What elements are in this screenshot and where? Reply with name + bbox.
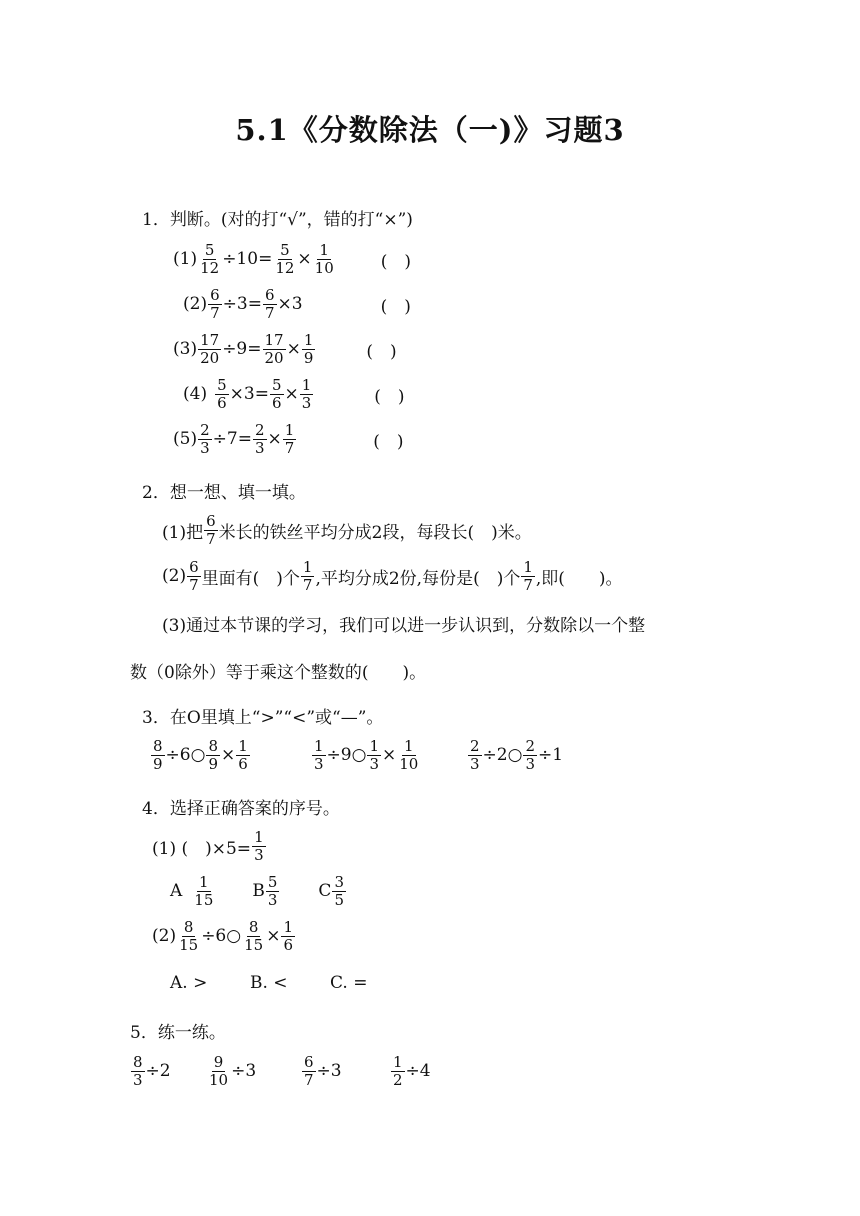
fraction: $\frac{5}{6}$ [217,375,227,412]
operator: × [267,429,282,449]
fraction: $\frac{8}{3}$ [133,1052,143,1089]
fraction: $\frac{2}{3}$ [525,736,535,773]
fraction: $\frac{5}{6}$ [271,375,282,412]
fraction: $\frac{1}{6}$ [283,917,293,954]
fraction: $\frac{1}{3}$ [314,736,324,773]
q2-heading: 2．想一想、填一填。 [142,483,306,503]
text: (2) [152,926,177,946]
answer-blank[interactable]: ( ) [374,386,405,407]
fraction: $\frac{1}{7}$ [302,557,313,594]
fraction: $\frac{8}{9}$ [153,736,163,773]
operator: ×3= [229,384,269,404]
item-label: (1) [173,249,198,269]
fraction: $\frac{1}{7}$ [523,557,533,594]
q1-item-1 [173,239,411,279]
operator: × [382,745,397,765]
operator: ÷6○ [165,745,206,765]
fraction: $\frac{8}{9}$ [208,736,218,773]
fraction: $\frac{5}{12}$ [200,240,220,277]
fraction: $\frac{5}{3}$ [267,872,278,909]
fraction: $\frac{3}{5}$ [334,872,344,909]
q3-expression-1 [150,735,251,775]
operator: ÷9○ [326,745,367,765]
item-label: (3) [173,339,198,359]
q5-item-2 [206,1051,256,1091]
fraction: $\frac{6}{7}$ [189,557,199,594]
operator: × [286,339,301,359]
fraction: $\frac{1}{3}$ [369,736,379,773]
q2-part-2 [162,556,623,596]
operator: × [221,745,236,765]
q4-sub-1 [152,826,267,866]
page-title: 5.1《分数除法（一)》习题3 [235,113,625,147]
text: (2) [162,566,187,586]
operator: ÷4 [405,1061,431,1081]
choice-label: B [252,881,265,901]
fraction: $\frac{9}{10}$ [209,1052,229,1089]
text: (1)把 [162,522,204,543]
q5-item-4 [390,1051,431,1091]
q1-heading: 1．判断。(对的打“√”，错的打“×”) [142,210,413,230]
answer-blank[interactable]: ( ) [380,296,411,317]
q3-expression-3 [467,735,563,775]
q2-part-1 [162,510,532,550]
operator: × [266,926,281,946]
operator: ÷2○ [482,745,523,765]
answer-blank[interactable]: ( ) [373,431,404,452]
q4-sub-1-choices [170,871,347,911]
q1-item-2 [183,284,411,324]
fraction: $\frac{6}{7}$ [206,511,216,548]
fraction: $\frac{8}{15}$ [179,917,199,954]
q5-heading: 5．练一练。 [130,1023,226,1043]
fraction: $\frac{1}{10}$ [314,240,334,277]
fraction: $\frac{6}{7}$ [264,285,275,322]
fraction: $\frac{1}{15}$ [194,872,214,909]
fraction: $\frac{1}{6}$ [238,736,248,773]
operator: ÷9= [222,339,262,359]
q1-item-3 [173,329,397,369]
q2-part-3-line-2: 数（0除外）等于乘这个整数的( )。 [130,663,427,683]
choice-label: C [318,881,332,901]
text: 米长的铁丝平均分成2段，每段长( )米。 [218,522,532,543]
text: 里面有( )个 [201,568,300,589]
fraction: $\frac{6}{7}$ [304,1052,314,1089]
q2-part-3-line-1: (3)通过本节课的学习，我们可以进一步认识到，分数除以一个整 [162,616,646,636]
fraction: $\frac{1}{3}$ [254,827,264,864]
operator: ÷3 [316,1061,342,1081]
text: ,平均分成2份,每份是( )个 [315,568,521,589]
q4-choice-a: A. > [170,973,208,993]
fraction: $\frac{1}{10}$ [399,736,419,773]
fraction: $\frac{1}{3}$ [301,375,312,412]
q5-item-3 [301,1051,342,1091]
fraction: $\frac{6}{7}$ [210,285,220,322]
fraction: $\frac{2}{3}$ [254,420,265,457]
operator: ÷3= [222,294,262,314]
fraction: $\frac{2}{3}$ [470,736,480,773]
q1-item-4 [183,374,405,414]
operator: × [297,249,312,269]
fraction: $\frac{17}{20}$ [264,330,284,367]
operator: × [284,384,299,404]
fraction: $\frac{5}{12}$ [275,240,295,277]
answer-blank[interactable]: ( ) [366,341,397,362]
answer-blank[interactable]: ( ) [380,251,412,272]
operator: ÷6○ [201,926,242,946]
q4-choice-b: B. < [250,973,288,993]
fraction: $\frac{1}{7}$ [284,420,295,457]
fraction: $\frac{2}{3}$ [200,420,210,457]
q4-sub-2 [152,916,296,956]
item-label: (5) [173,429,198,449]
operator: ÷2 [145,1061,171,1081]
operator: ÷10= [222,249,273,269]
q4-heading: 4．选择正确答案的序号。 [142,799,340,819]
operator: ÷7= [212,429,252,449]
item-label: (4) [183,384,208,404]
q1-item-5 [173,419,404,459]
fraction: $\frac{1}{9}$ [303,330,314,367]
operator: ×3 [277,294,303,314]
fraction: $\frac{8}{15}$ [244,917,264,954]
q4-choice-c: C. = [330,973,368,993]
item-label: (2) [183,294,208,314]
operator: ÷1 [538,745,564,765]
fraction: $\frac{17}{20}$ [200,330,220,367]
fraction: $\frac{1}{2}$ [393,1052,403,1089]
text: ,即( )。 [535,568,623,589]
q5-item-1 [130,1051,171,1091]
choice-label: A [170,881,183,901]
operator: ÷3 [231,1061,257,1081]
text: (1) ( )×5= [152,838,252,859]
q3-heading: 3．在O里填上“>”“<”或“—”。 [142,708,384,728]
q3-expression-2 [311,735,421,775]
